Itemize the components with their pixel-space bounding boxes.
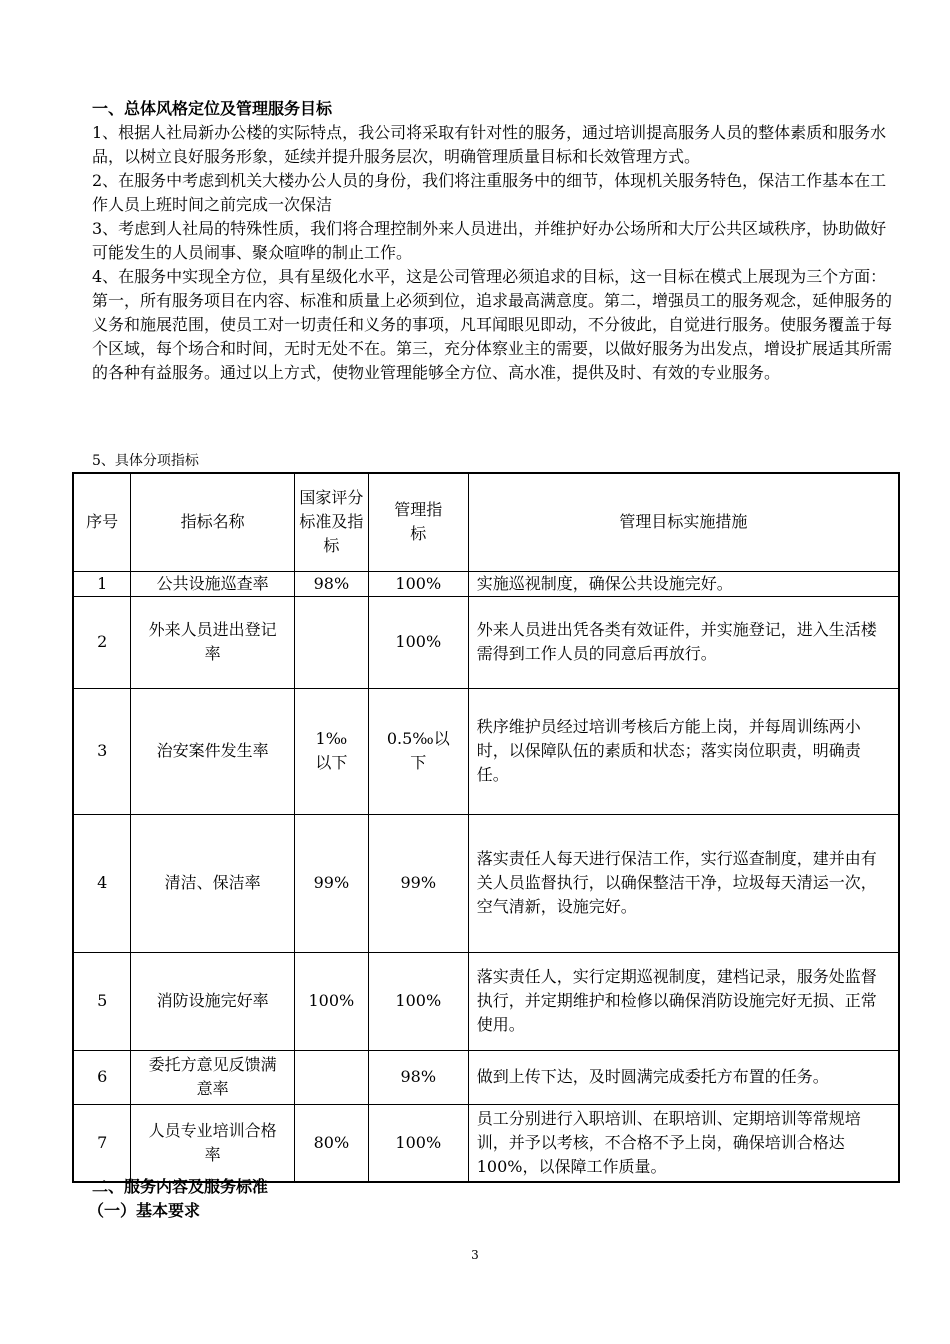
cell-national-standard: 99% bbox=[294, 814, 368, 952]
page-number: 3 bbox=[471, 1248, 479, 1262]
paragraph-3: 3、考虑到人社局的特殊性质，我们将合理控制外来人员进出，并维护好办公场所和大厅公共区域秩序，协助做好可能发生的人员闹事、聚众喧哗的制止工作。 bbox=[92, 219, 887, 262]
cell-indicator-name: 消防设施完好率 bbox=[131, 952, 295, 1050]
cell-indicator-name: 委托方意见反馈满意率 bbox=[131, 1050, 295, 1104]
table-header-row bbox=[73, 473, 899, 571]
cell-measures: 落实责任人，实行定期巡视制度，建档记录，服务处监督执行，并定期维护和检修以确保消防设施完好无损、正常使用。 bbox=[468, 952, 899, 1050]
cell-index: 6 bbox=[73, 1050, 131, 1104]
cell-management-indicator: 99% bbox=[368, 814, 468, 952]
cell-indicator-name: 人员专业培训合格率 bbox=[131, 1104, 295, 1182]
section2-title: 二、服务内容及服务标准 bbox=[92, 1177, 269, 1196]
cell-measures: 实施巡视制度，确保公共设施完好。 bbox=[468, 571, 899, 596]
header-index: 序号 bbox=[73, 473, 131, 571]
cell-index: 5 bbox=[73, 952, 131, 1050]
cell-measures: 落实责任人每天进行保洁工作，实行巡查制度，建并由有关人员监督执行，以确保整洁干净，垃圾每天清运一次，空气清新，设施完好。 bbox=[468, 814, 899, 952]
cell-measures: 秩序维护员经过培训考核后方能上岗，并每周训练两小时，以保障队伍的素质和状态；落实岗位职责，明确责任。 bbox=[468, 688, 899, 814]
cell-index: 4 bbox=[73, 814, 131, 952]
cell-measures: 员工分别进行入职培训、在职培训、定期培训等常规培训，并予以考核，不合格不予上岗，确保培训合格达100%，以保障工作质量。 bbox=[468, 1104, 899, 1182]
header-measures: 管理目标实施措施 bbox=[468, 473, 899, 571]
table-row bbox=[73, 571, 899, 596]
paragraph-4: 4、在服务中实现全方位，具有星级化水平，这是公司管理必须追求的目标，这一目标在模式上展现为三个方面：第一，所有服务项目在内容、标准和质量上必须到位，追求最高满意度。第二，增强员工的服务观念，延伸服务的义务和施展范围，使员工对一切责任和义务的事项，凡耳闻眼见即动，不分彼此，自觉进行服务。使服务覆盖于每个区域，每个场合和时间，无时无处不在。第三，充分体察业主的需要，以做好服务为出发点，增设扩展适其所需的各种有益服务。通过以上方式，使物业管理能够全方位、高水准，提供及时、有效的专业服务。 bbox=[92, 267, 893, 382]
cell-index: 1 bbox=[73, 571, 131, 596]
section2-subtitle: （一）基本要求 bbox=[88, 1201, 201, 1220]
cell-national-standard bbox=[294, 596, 368, 688]
paragraph-1: 1、根据人社局新办公楼的实际特点，我公司将采取有针对性的服务，通过培训提高服务人员的整体素质和服务水品，以树立良好服务形象，延续并提升服务层次，明确管理质量目标和长效管理方式。 bbox=[92, 123, 887, 166]
indicator-table bbox=[72, 472, 900, 1183]
cell-management-indicator: 100% bbox=[368, 952, 468, 1050]
cell-index: 7 bbox=[73, 1104, 131, 1182]
section1-title: 一、总体风格定位及管理服务目标 bbox=[92, 99, 333, 118]
table-row bbox=[73, 952, 899, 1050]
table-row bbox=[73, 1104, 899, 1182]
table-row bbox=[73, 814, 899, 952]
cell-national-standard: 98% bbox=[294, 571, 368, 596]
cell-indicator-name: 外来人员进出登记率 bbox=[131, 596, 295, 688]
cell-national-standard: 1‰以下 bbox=[294, 688, 368, 814]
cell-indicator-name: 治安案件发生率 bbox=[131, 688, 295, 814]
paragraph-2: 2、在服务中考虑到机关大楼办公人员的身份，我们将注重服务中的细节，体现机关服务特色，保洁工作基本在工作人员上班时间之前完成一次保洁 bbox=[92, 171, 887, 214]
cell-management-indicator: 100% bbox=[368, 1104, 468, 1182]
cell-indicator-name: 公共设施巡查率 bbox=[131, 571, 295, 596]
section1-body bbox=[92, 121, 892, 385]
cell-national-standard: 80% bbox=[294, 1104, 368, 1182]
cell-indicator-name: 清洁、保洁率 bbox=[131, 814, 295, 952]
cell-management-indicator: 100% bbox=[368, 571, 468, 596]
cell-index: 2 bbox=[73, 596, 131, 688]
cell-management-indicator: 0.5‰以下 bbox=[368, 688, 468, 814]
cell-management-indicator: 100% bbox=[368, 596, 468, 688]
header-indicator-name: 指标名称 bbox=[131, 473, 295, 571]
table-row bbox=[73, 1050, 899, 1104]
table-caption: 5、具体分项指标 bbox=[92, 453, 199, 469]
cell-national-standard: 100% bbox=[294, 952, 368, 1050]
table-row bbox=[73, 688, 899, 814]
header-national-standard: 国家评分标准及指标 bbox=[294, 473, 368, 571]
table-row bbox=[73, 596, 899, 688]
header-management-indicator: 管理指标 bbox=[368, 473, 468, 571]
cell-national-standard bbox=[294, 1050, 368, 1104]
cell-index: 3 bbox=[73, 688, 131, 814]
cell-measures: 做到上传下达，及时圆满完成委托方布置的任务。 bbox=[468, 1050, 899, 1104]
cell-measures: 外来人员进出凭各类有效证件，并实施登记，进入生活楼需得到工作人员的同意后再放行。 bbox=[468, 596, 899, 688]
cell-management-indicator: 98% bbox=[368, 1050, 468, 1104]
